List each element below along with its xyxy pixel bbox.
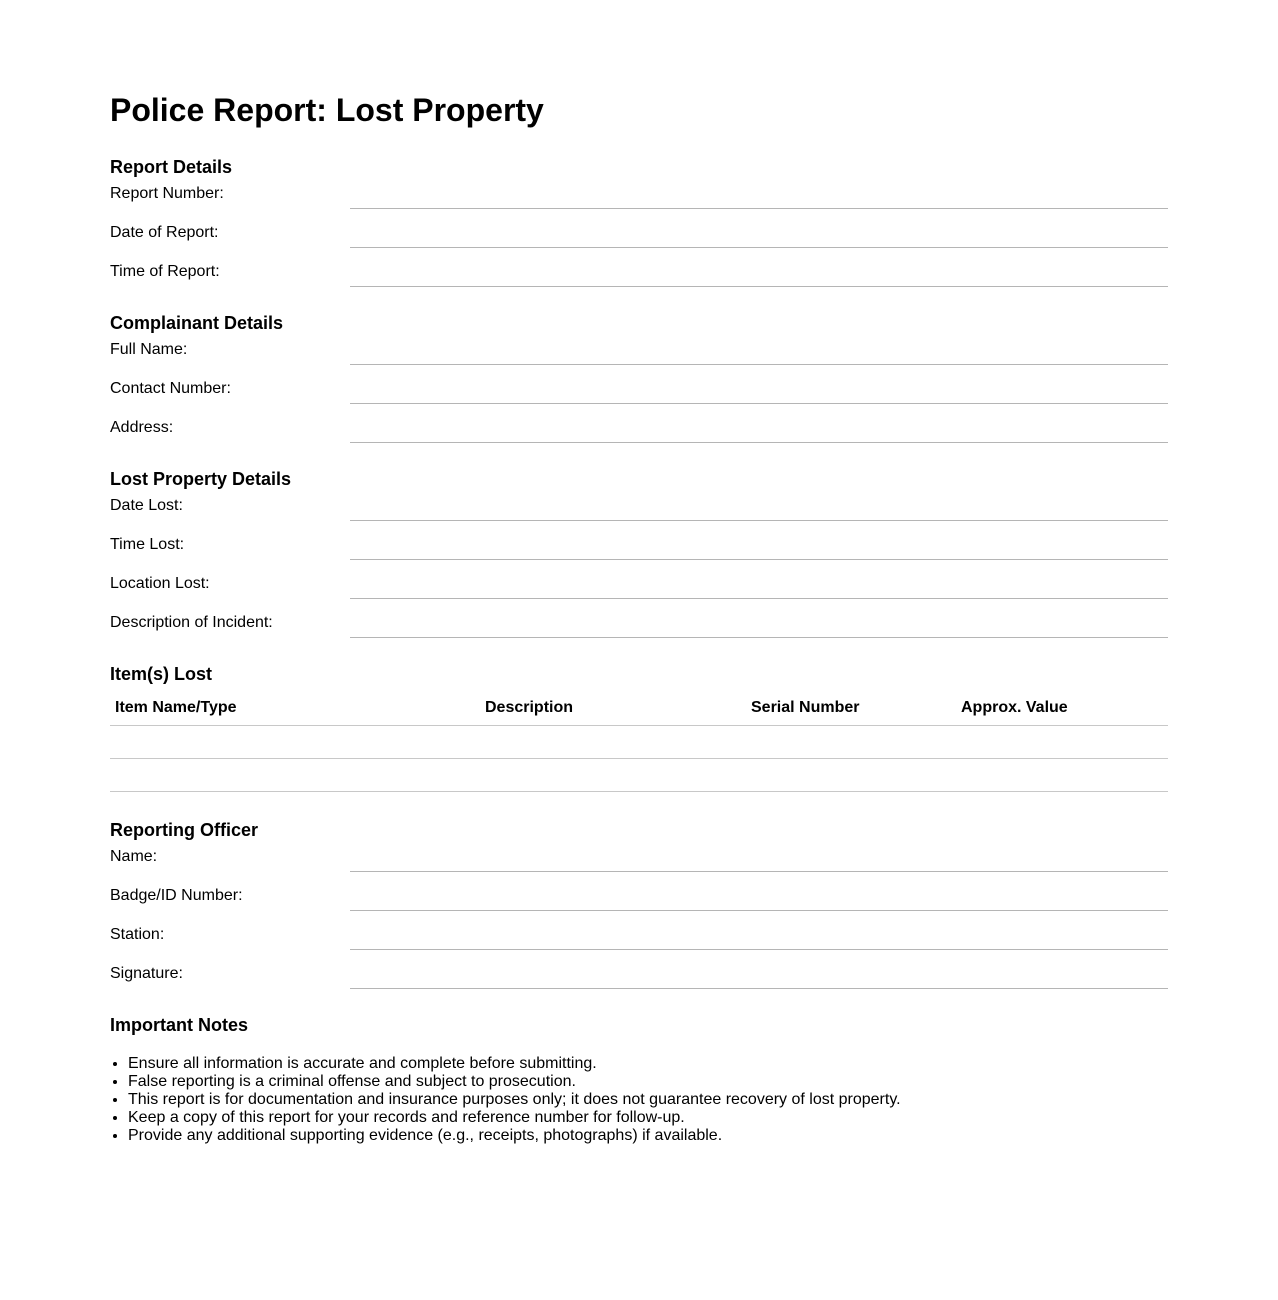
field-address xyxy=(110,418,1168,444)
section-heading-complainant-details: Complainant Details xyxy=(110,313,284,333)
list-item: • Ensure all information is accurate and complete before submitting. xyxy=(128,1055,901,1073)
item-name-cell[interactable] xyxy=(110,759,480,791)
field-label: Signature: xyxy=(110,965,183,982)
field-label: Address: xyxy=(110,419,174,436)
field-time-lost xyxy=(110,535,1168,561)
field-label: Location Lost: xyxy=(110,575,210,592)
time-lost-input-line[interactable] xyxy=(350,535,1168,560)
field-label: Full Name: xyxy=(110,341,188,358)
field-label: Contact Number: xyxy=(110,380,231,397)
item-name-cell[interactable] xyxy=(110,726,480,758)
list-item: • False reporting is a criminal offense and subject to prosecution. xyxy=(128,1073,901,1091)
description-of-incident-input-line[interactable] xyxy=(350,613,1168,638)
section-heading-report-details: Report Details xyxy=(110,157,233,177)
section-heading-lost-property-details: Lost Property Details xyxy=(110,469,292,489)
table-row-divider xyxy=(110,791,1168,792)
field-report-number xyxy=(110,184,1168,210)
field-officer-name xyxy=(110,847,1168,873)
description-cell[interactable] xyxy=(480,726,746,758)
field-date-of-report xyxy=(110,223,1168,249)
field-station xyxy=(110,925,1168,951)
description-cell[interactable] xyxy=(480,759,746,791)
officer-name-input-line[interactable] xyxy=(350,847,1168,872)
serial-number-cell[interactable] xyxy=(746,759,956,791)
page-title: Police Report: Lost Property xyxy=(110,92,544,128)
field-time-of-report xyxy=(110,262,1168,288)
station-input-line[interactable] xyxy=(350,925,1168,950)
section-heading-items-lost: Item(s) Lost xyxy=(110,664,213,684)
report-number-input-line[interactable] xyxy=(350,184,1168,209)
column-header-description: Description xyxy=(485,699,574,716)
approx-value-cell[interactable] xyxy=(956,726,1168,758)
list-item: • Provide any additional supporting evidence (e.g., receipts, photographs) if available. xyxy=(128,1127,901,1145)
field-contact-number xyxy=(110,379,1168,405)
column-header-serial-number: Serial Number xyxy=(751,699,860,716)
field-location-lost xyxy=(110,574,1168,600)
important-notes-list xyxy=(110,1055,901,1145)
field-label: Date Lost: xyxy=(110,497,183,514)
field-date-lost xyxy=(110,496,1168,522)
date-lost-input-line[interactable] xyxy=(350,496,1168,521)
field-label: Time of Report: xyxy=(110,263,220,280)
date-of-report-input-line[interactable] xyxy=(350,223,1168,248)
field-full-name xyxy=(110,340,1168,366)
badge-id-number-input-line[interactable] xyxy=(350,886,1168,911)
field-label: Report Number: xyxy=(110,185,224,202)
signature-input-line[interactable] xyxy=(350,964,1168,989)
field-signature xyxy=(110,964,1168,990)
time-of-report-input-line[interactable] xyxy=(350,262,1168,287)
section-heading-important-notes: Important Notes xyxy=(110,1015,249,1035)
field-label: Name: xyxy=(110,848,158,865)
field-label: Date of Report: xyxy=(110,224,219,241)
approx-value-cell[interactable] xyxy=(956,759,1168,791)
serial-number-cell[interactable] xyxy=(746,726,956,758)
full-name-input-line[interactable] xyxy=(350,340,1168,365)
address-input-line[interactable] xyxy=(350,418,1168,443)
section-heading-reporting-officer: Reporting Officer xyxy=(110,820,259,840)
field-label: Badge/ID Number: xyxy=(110,887,243,904)
field-label: Time Lost: xyxy=(110,536,185,553)
field-badge-id-number xyxy=(110,886,1168,912)
column-header-item-name: Item Name/Type xyxy=(115,699,237,716)
column-header-approx-value: Approx. Value xyxy=(961,699,1068,716)
list-item: • Keep a copy of this report for your records and reference number for follow-up. xyxy=(128,1109,901,1127)
field-description-of-incident xyxy=(110,613,1168,639)
location-lost-input-line[interactable] xyxy=(350,574,1168,599)
field-label: Description of Incident: xyxy=(110,614,273,631)
contact-number-input-line[interactable] xyxy=(350,379,1168,404)
field-label: Station: xyxy=(110,926,165,943)
list-item: • This report is for documentation and insurance purposes only; it does not guarantee recovery of lost property. xyxy=(128,1091,901,1109)
